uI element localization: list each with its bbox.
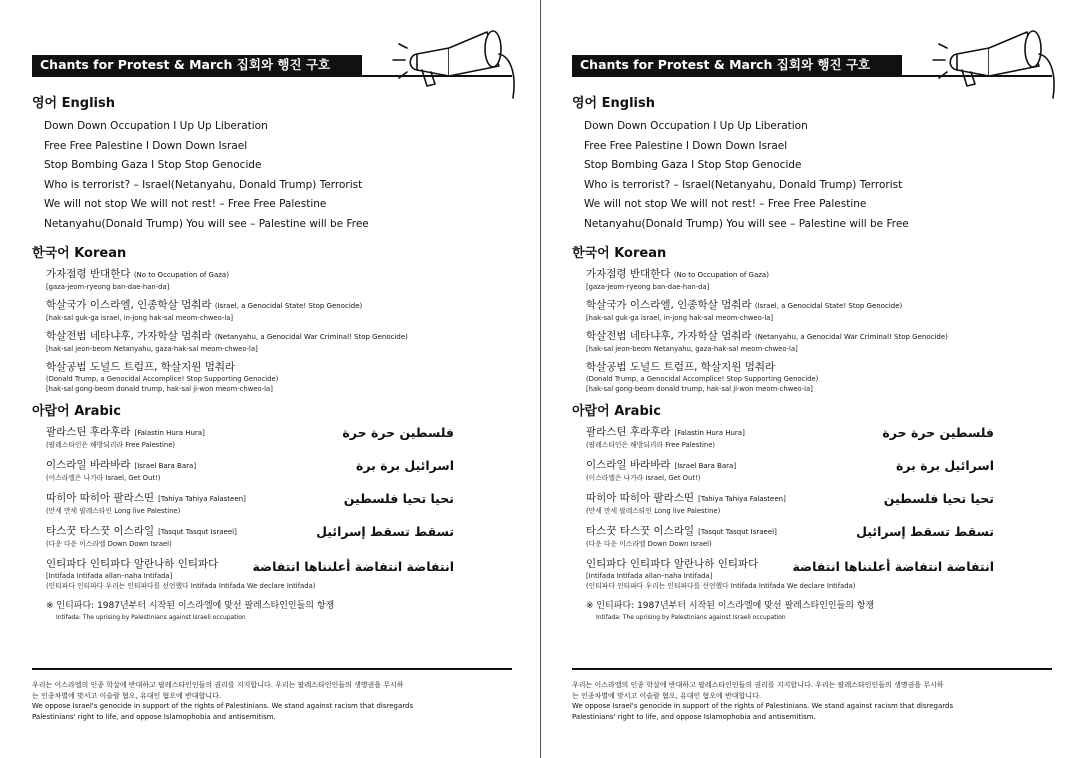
chant-romanization: [hak-sal guk-ga israel, in-jong hak-sal meom-chweo-la] [586, 314, 774, 322]
english-chant-list [32, 117, 532, 234]
note-korean: ※ 인티파다: 1987년부터 시작된 이스라엘에 맞선 팔레스타인인들의 항쟁 [46, 601, 335, 611]
chant-meaning: (인티파다 인티파다 우리는 인티파다를 선언했다 Intifada Intifada We declare Intifada) [46, 582, 316, 590]
chant-korean: 가자점령 반대한다 [586, 268, 671, 280]
arabic-chant-list [572, 425, 1072, 595]
chant-romanization: [hak-sal gong-beom donald trump, hak-sal ji-won meom-chweo-la] [586, 385, 813, 393]
chant-gloss: (No to Occupation of Gaza) [133, 271, 229, 279]
chant-transliteration: [Israel Bara Bara] [134, 462, 197, 470]
chant-meaning: (팔레스타인은 해방되리라 Free Palestine) [586, 441, 716, 449]
intifada-note [32, 600, 532, 622]
list-item [32, 298, 532, 323]
chant-romanization: [gaza-jeom-ryeong ban-dae-han-da] [586, 283, 710, 291]
list-item: We will not stop We will not rest! – Free Free Palestine [44, 198, 327, 210]
chant-gloss: (Netanyahu, a Genocidal War Criminal! Stop Genocide) [754, 333, 948, 341]
chant-korean: 팔라스틴 후라후라 [46, 426, 131, 438]
chant-transliteration: [Tahiya Tahiya Falasteen] [158, 495, 246, 503]
list-item: We will not stop We will not rest! – Free Free Palestine [584, 198, 867, 210]
chant-gloss: (No to Occupation of Gaza) [673, 271, 769, 279]
list-item [32, 491, 532, 519]
chant-meaning: (만세 만세 팔레스타인 Long live Palestine) [586, 507, 721, 515]
chant-korean: 학살공범 도널드 트럼프, 학살지원 멈춰라 [586, 361, 776, 373]
chant-arabic: انتفاضة انتفاضة أعلنناها انتفاضة [252, 559, 454, 574]
list-item: Free Free Palestine I Down Down Israel [584, 139, 788, 152]
footer-line: 는 인종차별에 맞서고 이슬람 혐오, 유대인 혐오에 반대합니다. [572, 691, 762, 700]
list-item [572, 329, 1072, 354]
page-right [572, 0, 1072, 758]
footer-line: We oppose Israel's genocide in support of the rights of Palestinians. We stand against racism that disregards [32, 702, 414, 710]
chant-korean: 인티파다 인티파다 알란나하 인티파다 [46, 558, 219, 570]
chant-korean: 이스라일 바라바라 [46, 459, 131, 471]
chant-meaning: (만세 만세 팔레스타인 Long live Palestine) [46, 507, 181, 515]
content-right [572, 92, 1072, 622]
intifada-note [572, 600, 1072, 622]
chant-romanization: [gaza-jeom-ryeong ban-dae-han-da] [46, 283, 170, 291]
arabic-chant-list [32, 425, 532, 595]
footer-rule [572, 668, 1052, 670]
note-korean: ※ 인티파다: 1987년부터 시작된 이스라엘에 맞선 팔레스타인인들의 항쟁 [586, 601, 875, 611]
chant-romanization: [hak-sal gong-beom donald trump, hak-sal ji-won meom-chweo-la] [46, 385, 273, 393]
footer-statement [32, 680, 512, 722]
chant-arabic: اسرائيل برة برة [356, 458, 454, 473]
chant-korean: 따히아 따히아 팔라스띤 [586, 492, 695, 504]
footer-line: Palestinians' right to life, and oppose Islamophobia and antisemitism. [32, 712, 276, 721]
korean-chant-list [32, 267, 532, 394]
list-item [572, 267, 1072, 292]
section-title-arabic: 아랍어 Arabic [32, 404, 121, 419]
chant-romanization: [hak-sal jeon-beom Netanyahu, gaza-hak-sal meom-chweo-la] [46, 345, 258, 353]
chant-meaning: (인티파다 인티파다 우리는 인티파다를 선언했다 Intifada Intifada We declare Intifada) [586, 582, 856, 590]
list-item [32, 557, 532, 595]
list-item: Who is terrorist? – Israel(Netanyahu, Donald Trump) Terrorist [44, 178, 363, 191]
chant-arabic: انتفاضة انتفاضة أعلنناها انتفاضة [792, 559, 994, 574]
chant-gloss: (Netanyahu, a Genocidal War Criminal! Stop Genocide) [214, 333, 408, 341]
chant-gloss: (Israel, a Genocidal State! Stop Genocide) [214, 302, 363, 310]
chant-arabic: تسقط تسقط إسرائيل [856, 524, 994, 539]
footer-line: 우리는 이스라엘의 인종 학살에 반대하고 팔레스타인인들의 권리를 지지합니다. 우리는 팔레스타인인들의 생명권을 무시하 [572, 681, 944, 689]
list-item: Netanyahu(Donald Trump) You will see – Palestine will be Free [44, 217, 369, 230]
list-item: Netanyahu(Donald Trump) You will see – Palestine will be Free [584, 217, 909, 230]
list-item [572, 524, 1072, 552]
footer-line: 우리는 이스라엘의 인종 학살에 반대하고 팔레스타인인들의 권리를 지지합니다. 우리는 팔레스타인인들의 생명권을 무시하 [32, 681, 404, 689]
list-item [572, 491, 1072, 519]
chant-gloss: (Donald Trump, a Genocidal Accomplice! Stop Supporting Genocide) [586, 375, 819, 383]
list-item: Who is terrorist? – Israel(Netanyahu, Donald Trump) Terrorist [584, 178, 903, 191]
english-chant-list [572, 117, 1072, 234]
chant-transliteration: [Tahiya Tahiya Falasteen] [698, 495, 786, 503]
chant-korean: 학살전범 네타냐후, 가자학살 멈춰라 [586, 330, 752, 342]
section-title-arabic: 아랍어 Arabic [572, 404, 661, 419]
footer-line: 는 인종차별에 맞서고 이슬람 혐오, 유대인 혐오에 반대합니다. [32, 691, 222, 700]
chant-arabic: اسرائيل برة برة [896, 458, 994, 473]
chant-korean: 타스꿋 타스꿋 이스라일 [46, 525, 155, 537]
list-item: Free Free Palestine I Down Down Israel [44, 139, 248, 152]
chant-transliteration: [Tasqut Tasqut Israeel] [698, 528, 777, 536]
list-item [32, 425, 532, 453]
chant-korean: 팔라스틴 후라후라 [586, 426, 671, 438]
chant-arabic: تحيا تحيا فلسطين [883, 491, 994, 506]
list-item: Down Down Occupation I Up Up Liberation [44, 120, 268, 132]
page-left [32, 0, 532, 758]
content-left [32, 92, 532, 622]
korean-chant-list [572, 267, 1072, 394]
section-title-korean: 한국어 Korean [32, 246, 127, 261]
chant-meaning: (이스라엘은 나가라 Israel, Get Out!) [46, 474, 161, 482]
chant-korean: 이스라일 바라바라 [586, 459, 671, 471]
chant-korean: 타스꿋 타스꿋 이스라일 [586, 525, 695, 537]
note-english: Intifada: The uprising by Palestinians against Israeli occupation [56, 614, 246, 621]
section-title-english: 영어 English [572, 96, 655, 111]
chant-korean: 학살공범 도널드 트럼프, 학살지원 멈춰라 [46, 361, 236, 373]
chant-arabic: تسقط تسقط إسرائيل [316, 524, 454, 539]
chant-arabic: فلسطين حرة حرة [342, 425, 454, 440]
list-item [572, 557, 1072, 595]
chant-romanization: [hak-sal guk-ga israel, in-jong hak-sal meom-chweo-la] [46, 314, 234, 322]
list-item [572, 458, 1072, 486]
footer-line: We oppose Israel's genocide in support of the rights of Palestinians. We stand against racism that disregards [572, 702, 954, 710]
list-item [572, 298, 1072, 323]
chant-meaning: (팔레스타인은 해방되리라 Free Palestine) [46, 441, 176, 449]
list-item [32, 267, 532, 292]
page-divider [540, 0, 541, 758]
chant-arabic: فلسطين حرة حرة [882, 425, 994, 440]
chant-transliteration: [Falastin Hura Hura] [134, 429, 205, 437]
chant-meaning: (다운 다운 이스라엘 Down Down Israel) [586, 540, 712, 548]
chant-transliteration: [Israel Bara Bara] [674, 462, 737, 470]
chant-korean: 학살전범 네타냐후, 가자학살 멈춰라 [46, 330, 212, 342]
list-item: Down Down Occupation I Up Up Liberation [584, 120, 808, 132]
chant-transliteration: [Falastin Hura Hura] [674, 429, 745, 437]
list-item [32, 458, 532, 486]
banner-title: Chants for Protest & March 집회와 행진 구호 [572, 55, 902, 75]
chant-korean: 학살국가 이스라엘, 인종학살 멈춰라 [46, 299, 212, 311]
chant-korean: 인티파다 인티파다 알란나하 인티파다 [586, 558, 759, 570]
section-title-korean: 한국어 Korean [572, 246, 667, 261]
list-item [572, 425, 1072, 453]
list-item [32, 329, 532, 354]
list-item [32, 360, 532, 394]
list-item: Stop Bombing Gaza I Stop Stop Genocide [584, 159, 802, 171]
chant-korean: 가자점령 반대한다 [46, 268, 131, 280]
footer-rule [32, 668, 512, 670]
chant-transliteration: [Tasqut Tasqut Israeel] [158, 528, 237, 536]
chant-meaning: (다운 다운 이스라엘 Down Down Israel) [46, 540, 172, 548]
chant-romanization: [hak-sal jeon-beom Netanyahu, gaza-hak-sal meom-chweo-la] [586, 345, 798, 353]
chant-arabic: تحيا تحيا فلسطين [343, 491, 454, 506]
footer-line: Palestinians' right to life, and oppose Islamophobia and antisemitism. [572, 712, 816, 721]
list-item [32, 524, 532, 552]
chant-transliteration: [Intifada Intifada allan–naha Intifada] [46, 572, 173, 580]
chant-korean: 따히아 따히아 팔라스띤 [46, 492, 155, 504]
list-item: Stop Bombing Gaza I Stop Stop Genocide [44, 159, 262, 171]
chant-korean: 학살국가 이스라엘, 인종학살 멈춰라 [586, 299, 752, 311]
chant-gloss: (Donald Trump, a Genocidal Accomplice! Stop Supporting Genocide) [46, 375, 279, 383]
footer-statement [572, 680, 1052, 722]
chant-transliteration: [Intifada Intifada allan–naha Intifada] [586, 572, 713, 580]
chant-gloss: (Israel, a Genocidal State! Stop Genocide) [754, 302, 903, 310]
banner-title: Chants for Protest & March 집회와 행진 구호 [32, 55, 362, 75]
note-english: Intifada: The uprising by Palestinians against Israeli occupation [596, 614, 786, 621]
chant-meaning: (이스라엘은 나가라 Israel, Get Out!) [586, 474, 701, 482]
list-item [572, 360, 1072, 394]
section-title-english: 영어 English [32, 96, 115, 111]
